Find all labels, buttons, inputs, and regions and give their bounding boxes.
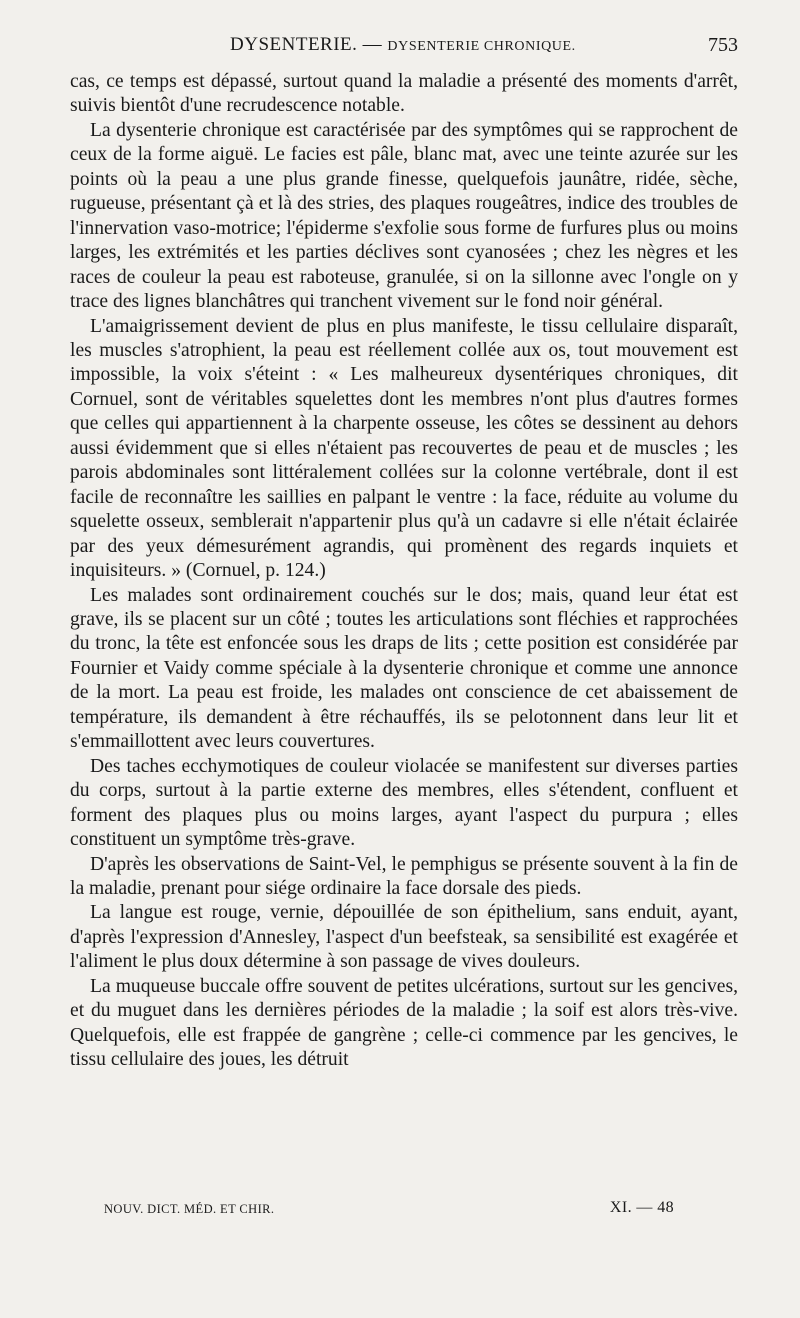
footer-book-title: NOUV. DICT. MÉD. ET CHIR. (104, 1202, 275, 1216)
running-header (70, 34, 738, 62)
paragraph: Des taches ecchymotiques de couleur violacée se manifestent sur diverses parties du corps, surtout à la partie externe des membres, elles s'étendent, confluent et forment des plaques plus ou moins larges, ayant l'aspect du purpura ; elles constituent un symptôme très-grave. (70, 755, 738, 851)
paragraph: Les malades sont ordinairement couchés sur le dos; mais, quand leur état est grave, ils se placent sur un côté ; toutes les articulations sont fléchies et rapprochées du tronc, la tête est enfoncée sous les draps de lits ; cette position est considérée par Fournier et Vaidy comme spéciale à la dysenterie chronique et comme une annonce de la mort. La peau est froide, les malades ont conscience de cet abaissement de température, ils demandent à être réchauffés, ils se pelotonnent dans leur lit et s'emmaillottent avec leurs couvertures. (70, 584, 738, 753)
paragraph: D'après les observations de Saint-Vel, le pemphigus se présente souvent à la fin de la maladie, prenant pour siége ordinaire la face dorsale des pieds. (70, 853, 738, 899)
paragraph: La dysenterie chronique est caractérisée par des symptômes qui se rapprochent de ceux de la forme aiguë. Le facies est pâle, blanc mat, avec une teinte azurée sur les points où la peau a une plus grande finesse, quelquefois jaunâtre, ridée, sèche, rugueuse, présentant çà et là des stries, des plaques rougeâtres, indice des troubles de l'innervation vaso-motrice; l'épiderme s'exfolie sous forme de furfures plus ou moins larges, les extrémités et les parties déclives sont cyanosées ; chez les nègres et les races de couleur la peau est raboteuse, granulée, si on la sillonne avec l'ongle on y trace des lignes blanchâtres qui tranchent vivement sur le fond noir général. (70, 119, 738, 313)
running-title-sub: DYSENTERIE CHRONIQUE. (387, 39, 576, 54)
paragraph: La langue est rouge, vernie, dépouillée de son épithelium, sans enduit, ayant, d'après l'expression d'Annesley, l'aspect d'un beefsteak, sa sensibilité est exagérée et l'aliment le plus doux détermine à son passage de vives douleurs. (70, 902, 738, 973)
paragraph: La muqueuse buccale offre souvent de petites ulcérations, surtout sur les gencives, et du muguet dans les dernières périodes de la maladie ; la soif est alors très-vive. Quelquefois, elle est frappée de gangrène ; celle-ci commence par les gencives, le tissu cellulaire des joues, les détruit (70, 975, 738, 1071)
running-title (230, 34, 576, 56)
page-footer (104, 1199, 674, 1224)
page-number: 753 (708, 34, 738, 56)
running-title-main: DYSENTERIE. — (230, 34, 383, 55)
footer-signature: XI. — 48 (609, 1199, 674, 1216)
body-text (70, 70, 738, 1073)
paragraph: L'amaigrissement devient de plus en plus manifeste, le tissu cellulaire disparaît, les muscles s'atrophient, la peau est réellement collée aux os, tout mouvement est impossible, la voix s'éteint : « Les malheureux dysentériques chroniques, dit Cornuel, sont de véritables squelettes dont les membres n'ont plus d'autres formes que celles qui appartiennent à la charpente osseuse, les côtes se dessinent au dehors aussi évidemment que si elles n'étaient pas recouvertes de peau et de muscles ; les parois abdominales sont littéralement collées sur la colonne vertébrale, dont il est facile de reconnaître les saillies en palpant le ventre : la face, réduite au volume du squelette osseux, semblerait n'appartenir plus qu'à un cadavre si elle n'était éclairée par des yeux démesurément agrandis, qui promènent des regards inquiets et inquisiteurs. » (Cornuel, p. 124.) (70, 315, 738, 582)
paragraph-continued: cas, ce temps est dépassé, surtout quand la maladie a présenté des moments d'arrêt, suivis bientôt d'une recrudescence notable. (70, 71, 738, 117)
